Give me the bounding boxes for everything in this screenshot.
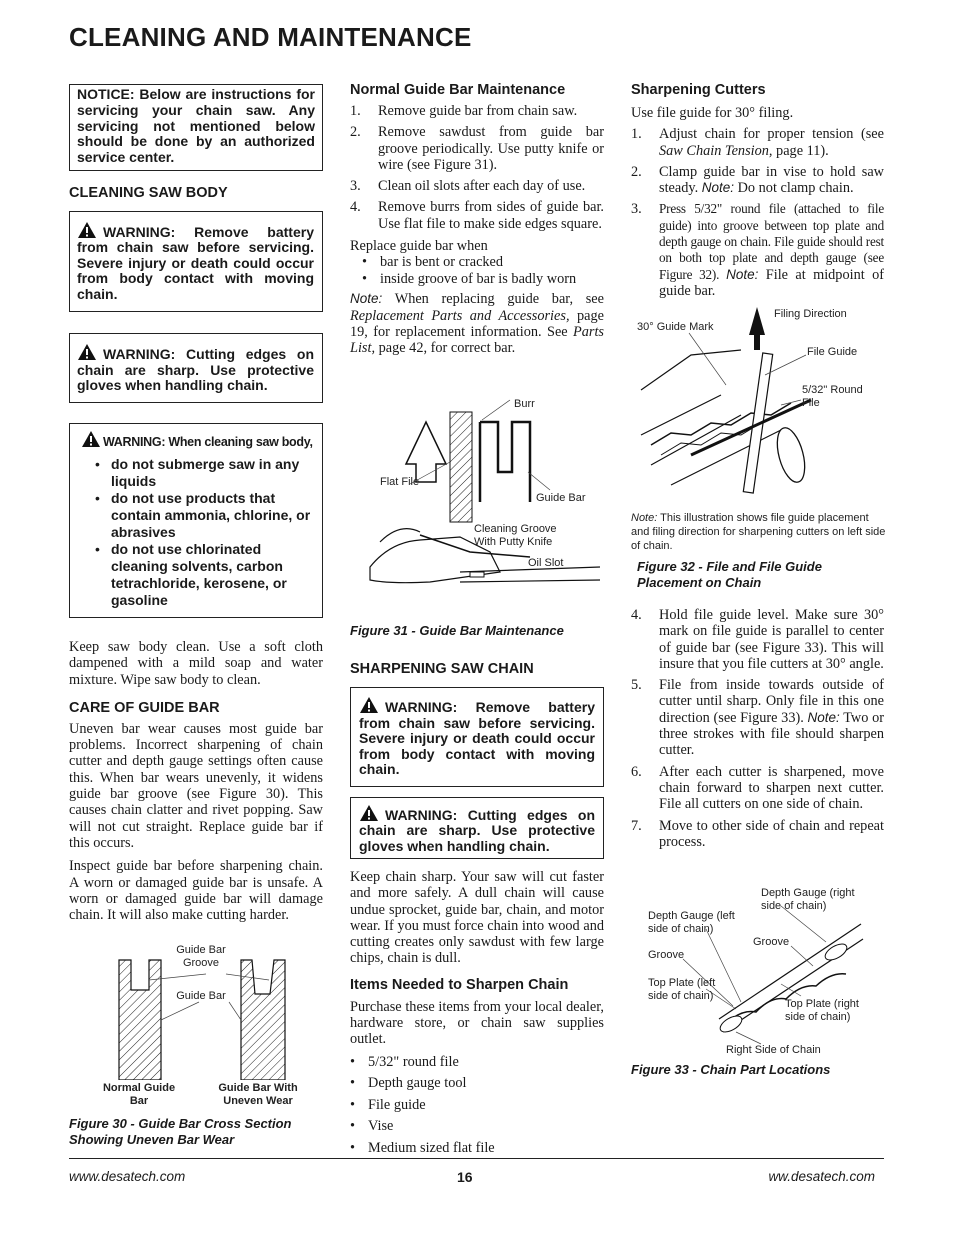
item: • 5/32" round file bbox=[350, 1052, 604, 1074]
label-right-side-chain: Right Side of Chain bbox=[726, 1044, 821, 1056]
label-burr: Burr bbox=[514, 398, 535, 410]
note-label: Note: bbox=[701, 180, 735, 196]
step-text: After each cutter is sharpened, move chain forward to sharpen next cutter. File all cutters on one side of chain. bbox=[659, 763, 884, 813]
step-text: Clamp guide bar in vise to hold saw steady. bbox=[659, 163, 884, 197]
step-text: Two or three strokes with file should sharpen cutter. bbox=[659, 709, 884, 759]
footer-url-right: ww.desatech.com bbox=[768, 1169, 875, 1184]
step-text: Remove sawdust from guide bar groove periodically. Use putty knife or wire (see Figure 31). bbox=[378, 124, 604, 173]
cleaning-saw-body-heading: CLEANING SAW BODY bbox=[69, 184, 228, 201]
label-depth-gauge-left: Depth Gauge (left side of chain) bbox=[648, 910, 735, 935]
figure-33-caption: Figure 33 - Chain Part Locations bbox=[631, 1062, 831, 1077]
warning-box-sharp bbox=[69, 333, 323, 403]
label-file-guide: File Guide bbox=[807, 346, 858, 358]
replace-intro: Replace guide bar when bbox=[350, 238, 488, 255]
normal-maintenance-steps bbox=[350, 103, 604, 232]
care-guide-bar-heading: CARE OF GUIDE BAR bbox=[69, 699, 220, 716]
sharpening-steps-a bbox=[631, 126, 884, 299]
note-ref: Replacement Parts and Accessories, bbox=[350, 307, 570, 324]
figure-32-caption: Figure 32 - File and File Guide Placement on Chain bbox=[637, 559, 822, 590]
step-text: File from inside towards outside of cutter until sharp. Only file in this one direction (see Figure 33). bbox=[659, 677, 884, 726]
sharpening-saw-chain-heading: SHARPENING SAW CHAIN bbox=[350, 661, 534, 677]
step-text: Clean oil slots after each day of use. bbox=[378, 178, 586, 195]
figure-33 bbox=[631, 884, 889, 1084]
label-oil-slot: Oil Slot bbox=[528, 557, 564, 569]
note-ref: Parts List, bbox=[350, 323, 604, 357]
items-intro: Purchase these items from your local dealer, hardware store, or chain saw supplies outlet. bbox=[350, 998, 604, 1048]
items-needed-heading: Items Needed to Sharpen Chain bbox=[350, 976, 569, 993]
step-text: Remove guide bar from chain saw. bbox=[378, 103, 578, 119]
step-text: Press 5/32" round file (attached to file guide) into groove between top plate and depth gauge on chain. File guide should rest on both top plate and depth gauge (see Figure 32). bbox=[659, 201, 884, 282]
step-text: Remove burrs from sides of guide bar. Use flat file to make side edges square. bbox=[378, 199, 604, 232]
normal-guide-bar-heading: Normal Guide Bar Maintenance bbox=[350, 82, 566, 98]
warning-list-item: • do not use products that contain ammonia, chlorine, or abrasives bbox=[81, 490, 314, 541]
warning-box-battery bbox=[69, 211, 323, 313]
note-label: Note: bbox=[631, 512, 658, 524]
step-item: 1. Remove guide bar from chain saw. bbox=[350, 103, 578, 119]
figure-31 bbox=[350, 392, 604, 642]
warning-text: WARNING: Remove battery from chain saw before servicing. Severe injury or death could occur from body contact with moving chain. bbox=[77, 223, 314, 302]
step-item: 3. Press 5/32" round file (attached to file guide) into groove between top plate and depth gauge on chain. File guide should rest on both top plate and depth gauge (see Figure 32). Note: File at midpoint of guide bar. bbox=[631, 201, 884, 299]
step-item: 4. Hold file guide level. Make sure 30° mark on file guide is parallel to center of guide bar (see Figure 33). This will insure that you file cutters at 30° angle. bbox=[631, 607, 884, 672]
step-item: 2. Clamp guide bar in vise to hold saw steady. Note: Do not clamp chain. bbox=[631, 163, 884, 197]
replace-item: • inside groove of bar is badly worn bbox=[362, 271, 604, 288]
label-groove-right: Groove bbox=[753, 936, 790, 948]
footer-url-left: www.desatech.com bbox=[69, 1169, 186, 1184]
warning-list bbox=[81, 456, 314, 609]
warning-icon bbox=[77, 343, 97, 361]
warning-text: WARNING: Cutting edges on chain are sharp. Use protective gloves when handling chain. bbox=[77, 346, 314, 394]
replace-item: • bar is bent or cracked bbox=[362, 254, 604, 271]
sharpening-intro: Use file guide for 30° filing. bbox=[631, 105, 794, 121]
sharpening-steps-b bbox=[631, 607, 884, 850]
label-normal-guide-bar: Normal Guide Bar bbox=[102, 1082, 176, 1107]
warning-box-battery-2 bbox=[350, 687, 604, 787]
care-paragraph-1: Uneven bar wear causes most guide bar problems. Incorrect sharpening of chain cutter and depth gauge settings often cause this. When bar wears unevenly, it widens guide bar groove (see Figure 30). This causes chain clatter and rivet popping. Saw will not cut straight. Replace guide bar if this occurs. bbox=[69, 720, 323, 851]
figure-32-note bbox=[631, 511, 889, 553]
figure-31-caption: Figure 31 - Guide Bar Maintenance bbox=[350, 623, 564, 638]
warning-list-item: • do not submerge saw in any liquids bbox=[81, 456, 314, 490]
notice-box: NOTICE: Below are instructions for servicing your chain saw. Any servicing not mentioned below should be done by an authorized service center. bbox=[69, 84, 323, 171]
item: • Depth gauge tool bbox=[350, 1073, 604, 1095]
keep-sharp-paragraph: Keep chain sharp. Your saw will cut faster and more safely. A dull chain will cause undue sprocket, guide bar, chain, and motor wear. If you must force chain into wood and cutting creates only sawdust with few large chips, chain is dull. bbox=[350, 869, 604, 967]
step-text: File at midpoint of guide bar. bbox=[659, 266, 884, 299]
warning-icon bbox=[81, 430, 101, 448]
note-text: This illustration shows file guide placement and filing direction for sharpening cutters on left side of chain. bbox=[631, 512, 886, 552]
right-column-lower bbox=[631, 607, 884, 855]
note-text: page 42, for correct bar. bbox=[375, 340, 516, 357]
note-text: When replacing guide bar, see bbox=[382, 291, 604, 308]
warning-box-cleaning bbox=[69, 423, 323, 618]
warning-text: WARNING: Remove battery from chain saw before servicing. Severe injury or death could occur from body contact with moving chain. bbox=[359, 699, 595, 777]
care-paragraph-2: Inspect guide bar before sharpening chain. A worn or damaged guide bar is unsafe. A worn or damaged guide bar will damage chain. It will also make cutting harder. bbox=[69, 858, 323, 924]
step-item: 7. Move to other side of chain and repeat process. bbox=[631, 817, 884, 850]
sharpening-cutters-heading: Sharpening Cutters bbox=[631, 82, 766, 98]
left-column bbox=[69, 84, 323, 923]
step-text: Adjust chain for proper tension (see bbox=[659, 126, 884, 143]
step-text: Hold file guide level. Make sure 30° mark on file guide is parallel to center of guide bar (see Figure 33). This will insure that you file cutters at 30° angle. bbox=[659, 607, 884, 672]
page-title: CLEANING AND MAINTENANCE bbox=[69, 22, 472, 52]
label-guide-mark: 30° Guide Mark bbox=[637, 321, 714, 333]
label-flat-file: Flat File bbox=[380, 476, 420, 488]
step-item: 6. After each cutter is sharpened, move chain forward to sharpen next cutter. File all cutters on one side of chain. bbox=[631, 763, 884, 813]
figure-32 bbox=[631, 305, 889, 595]
warning-box-sharp-2 bbox=[350, 797, 604, 860]
step-item: 5. File from inside towards outside of cutter until sharp. Only file in this one direction (see Figure 33). Note: Two or three strokes with file should sharpen cutter. bbox=[631, 677, 884, 759]
step-item: 2. Remove sawdust from guide bar groove periodically. Use putty knife or wire (see Figure 31). bbox=[350, 124, 604, 173]
page-number: 16 bbox=[457, 1169, 473, 1185]
note-label: Note: bbox=[350, 291, 383, 307]
note-label: Note: bbox=[807, 709, 840, 725]
label-filing-direction: Filing Direction bbox=[774, 308, 847, 320]
items-list bbox=[350, 1052, 604, 1160]
step-item: 3. Clean oil slots after each day of use. bbox=[350, 178, 586, 195]
label-depth-gauge-right: Depth Gauge (right side of chain) bbox=[761, 887, 855, 912]
step-text: Move to other side of chain and repeat process. bbox=[659, 817, 884, 850]
figure-30 bbox=[69, 940, 329, 1145]
step-ref: Saw Chain Tension, bbox=[659, 142, 773, 159]
label-top-plate-right: Top Plate (right side of chain) bbox=[785, 998, 859, 1023]
item: • Vise bbox=[350, 1116, 604, 1138]
label-cleaning-groove: Cleaning Groove With Putty Knife bbox=[474, 523, 557, 548]
label-round-file: 5/32" Round File bbox=[802, 384, 863, 409]
figure-30-caption: Figure 30 - Guide Bar Cross Section Showing Uneven Bar Wear bbox=[69, 1116, 292, 1147]
warning-text: WARNING: Cutting edges on chain are sharp. Use protective gloves when handling chain. bbox=[359, 806, 595, 854]
replace-note bbox=[350, 291, 604, 356]
warning-text: WARNING: When cleaning saw body, bbox=[103, 434, 313, 449]
note-text: page 19, for replacement information. See bbox=[350, 307, 605, 340]
label-guide-bar: Guide Bar bbox=[176, 990, 226, 1002]
middle-column-lower bbox=[350, 661, 604, 1159]
label-uneven-guide-bar: Guide Bar With Uneven Wear bbox=[218, 1082, 298, 1107]
replace-list bbox=[362, 254, 604, 287]
warning-list-item: • do not use chlorinated cleaning solvents, carbon tetrachloride, kerosene, or gasoline bbox=[81, 541, 314, 609]
warning-icon bbox=[359, 804, 379, 822]
warning-icon bbox=[359, 696, 379, 714]
warning-icon bbox=[77, 221, 97, 239]
keep-clean-paragraph: Keep saw body clean. Use a soft cloth dampened with a mild soap and water mixture. Wipe saw body to clean. bbox=[69, 638, 323, 688]
item: • Medium sized flat file bbox=[350, 1138, 604, 1160]
footer-rule bbox=[69, 1158, 884, 1159]
label-groove-left: Groove bbox=[648, 949, 685, 961]
label-guide-bar-groove: Guide Bar Groove bbox=[176, 944, 226, 969]
label-guide-bar: Guide Bar bbox=[536, 492, 586, 504]
middle-column bbox=[350, 82, 604, 357]
note-label: Note: bbox=[726, 266, 759, 282]
label-top-plate-left: Top Plate (left side of chain) bbox=[648, 977, 716, 1002]
right-column bbox=[631, 82, 884, 304]
step-item: 4. Remove burrs from sides of guide bar. Use flat file to make side edges square. bbox=[350, 199, 604, 232]
step-item: 1. Adjust chain for proper tension (see Saw Chain Tension, page 11). bbox=[631, 126, 884, 159]
item: • File guide bbox=[350, 1095, 604, 1117]
step-text: Do not clamp chain. bbox=[734, 180, 854, 197]
step-text: page 11). bbox=[772, 142, 829, 159]
